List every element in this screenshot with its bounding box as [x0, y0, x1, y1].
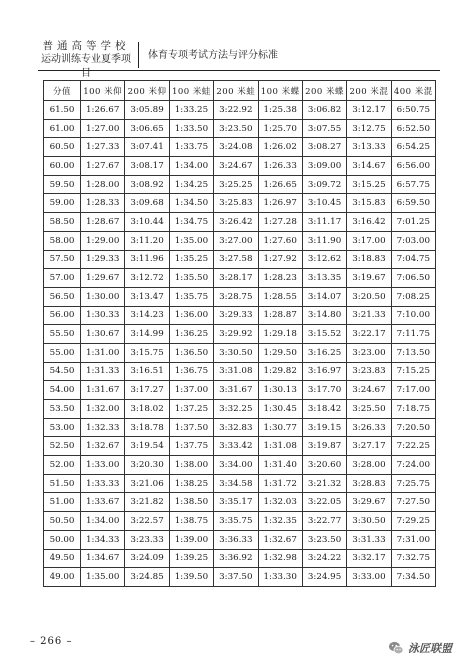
time-cell: 1:34.33	[81, 530, 125, 549]
time-cell: 1:28.87	[258, 306, 302, 325]
time-cell: 1:35.00	[169, 231, 213, 250]
time-cell: 1:31.72	[258, 474, 302, 493]
time-cell: 1:30.67	[81, 325, 125, 344]
time-cell: 3:30.50	[347, 512, 391, 531]
time-cell: 3:15.83	[347, 194, 391, 213]
table-row	[44, 194, 436, 213]
time-cell: 1:36.25	[169, 325, 213, 344]
table-row	[44, 400, 436, 419]
time-cell: 3:11.90	[302, 231, 346, 250]
time-cell: 7:01.25	[391, 213, 435, 232]
time-cell: 1:30.00	[81, 287, 125, 306]
time-cell: 3:26.33	[347, 418, 391, 437]
time-cell: 3:31.67	[214, 381, 258, 400]
wechat-icon	[388, 640, 404, 656]
score-cell: 55.50	[44, 325, 81, 344]
time-cell: 3:33.42	[214, 437, 258, 456]
time-cell: 3:28.00	[347, 456, 391, 475]
time-cell: 3:07.55	[302, 119, 346, 138]
time-cell: 3:18.02	[125, 400, 169, 419]
score-cell: 51.50	[44, 474, 81, 493]
time-cell: 1:30.45	[258, 400, 302, 419]
time-cell: 3:36.33	[214, 530, 258, 549]
time-cell: 3:35.75	[214, 512, 258, 531]
time-cell: 3:24.22	[302, 549, 346, 568]
time-cell: 1:38.25	[169, 474, 213, 493]
time-cell: 1:31.67	[81, 381, 125, 400]
time-cell: 3:22.57	[125, 512, 169, 531]
time-cell: 7:15.25	[391, 362, 435, 381]
time-cell: 3:14.99	[125, 325, 169, 344]
column-header: 200 米蝶	[302, 81, 346, 101]
time-cell: 1:36.75	[169, 362, 213, 381]
table-row	[44, 549, 436, 568]
time-cell: 1:38.00	[169, 456, 213, 475]
time-cell: 1:32.00	[81, 400, 125, 419]
time-cell: 3:16.51	[125, 362, 169, 381]
time-cell: 3:24.08	[214, 138, 258, 157]
watermark-text: 泳匠联盟	[408, 642, 452, 655]
time-cell: 7:29.25	[391, 512, 435, 531]
time-cell: 3:17.00	[347, 231, 391, 250]
score-cell: 56.00	[44, 306, 81, 325]
table-row	[44, 512, 436, 531]
time-cell: 3:15.52	[302, 325, 346, 344]
time-cell: 3:37.50	[214, 568, 258, 587]
score-cell: 53.00	[44, 418, 81, 437]
time-cell: 3:24.85	[125, 568, 169, 587]
time-cell: 1:34.50	[169, 194, 213, 213]
score-cell: 57.50	[44, 250, 81, 269]
time-cell: 1:37.25	[169, 400, 213, 419]
time-cell: 3:19.67	[347, 269, 391, 288]
time-cell: 1:36.00	[169, 306, 213, 325]
time-cell: 3:08.17	[125, 157, 169, 176]
score-cell: 50.50	[44, 512, 81, 531]
time-cell: 6:50.75	[391, 101, 435, 120]
time-cell: 1:30.33	[81, 306, 125, 325]
time-cell: 1:26.33	[258, 157, 302, 176]
table-row	[44, 456, 436, 475]
time-cell: 1:27.00	[81, 119, 125, 138]
time-cell: 3:18.83	[347, 250, 391, 269]
time-cell: 6:59.50	[391, 194, 435, 213]
time-cell: 3:15.25	[347, 175, 391, 194]
time-cell: 3:11.17	[302, 213, 346, 232]
time-cell: 1:39.50	[169, 568, 213, 587]
time-cell: 3:14.80	[302, 306, 346, 325]
time-cell: 1:33.67	[81, 493, 125, 512]
score-cell: 58.50	[44, 213, 81, 232]
time-cell: 3:34.58	[214, 474, 258, 493]
time-cell: 3:13.35	[302, 269, 346, 288]
time-cell: 3:24.67	[214, 157, 258, 176]
time-cell: 3:22.77	[302, 512, 346, 531]
time-cell: 3:27.58	[214, 250, 258, 269]
score-cell: 61.00	[44, 119, 81, 138]
time-cell: 3:14.07	[302, 287, 346, 306]
table-row	[44, 157, 436, 176]
time-cell: 3:25.50	[347, 400, 391, 419]
time-cell: 1:38.75	[169, 512, 213, 531]
column-header: 分值	[44, 81, 81, 101]
time-cell: 1:28.67	[81, 213, 125, 232]
time-cell: 1:27.92	[258, 250, 302, 269]
time-cell: 3:28.83	[347, 474, 391, 493]
table-body	[44, 101, 436, 587]
time-cell: 1:31.00	[81, 343, 125, 362]
time-cell: 6:54.25	[391, 138, 435, 157]
time-cell: 3:21.32	[302, 474, 346, 493]
time-cell: 1:33.33	[81, 474, 125, 493]
time-cell: 7:31.00	[391, 530, 435, 549]
time-cell: 1:29.33	[81, 250, 125, 269]
table-row	[44, 250, 436, 269]
time-cell: 3:36.92	[214, 549, 258, 568]
time-cell: 1:26.02	[258, 138, 302, 157]
time-cell: 1:29.50	[258, 343, 302, 362]
time-cell: 7:17.00	[391, 381, 435, 400]
table-row	[44, 437, 436, 456]
time-cell: 3:18.78	[125, 418, 169, 437]
time-cell: 7:10.00	[391, 306, 435, 325]
time-cell: 3:14.23	[125, 306, 169, 325]
time-cell: 3:07.41	[125, 138, 169, 157]
time-cell: 3:28.75	[214, 287, 258, 306]
table-row	[44, 418, 436, 437]
score-cell: 55.00	[44, 343, 81, 362]
time-cell: 3:20.30	[125, 456, 169, 475]
time-cell: 3:15.75	[125, 343, 169, 362]
time-cell: 1:32.67	[81, 437, 125, 456]
time-cell: 3:23.50	[214, 119, 258, 138]
time-cell: 1:32.98	[258, 549, 302, 568]
time-cell: 3:09.68	[125, 194, 169, 213]
time-cell: 3:05.89	[125, 101, 169, 120]
time-cell: 3:19.54	[125, 437, 169, 456]
time-cell: 3:27.17	[347, 437, 391, 456]
time-cell: 3:35.17	[214, 493, 258, 512]
time-cell: 1:28.23	[258, 269, 302, 288]
table-row	[44, 343, 436, 362]
table-row	[44, 325, 436, 344]
time-cell: 1:35.00	[81, 568, 125, 587]
time-cell: 1:36.50	[169, 343, 213, 362]
time-cell: 1:31.08	[258, 437, 302, 456]
time-cell: 3:13.33	[347, 138, 391, 157]
time-cell: 3:13.47	[125, 287, 169, 306]
time-cell: 3:23.00	[347, 343, 391, 362]
time-cell: 3:25.83	[214, 194, 258, 213]
score-cell: 53.50	[44, 400, 81, 419]
time-cell: 1:25.38	[258, 101, 302, 120]
time-cell: 3:34.00	[214, 456, 258, 475]
time-cell: 1:32.33	[81, 418, 125, 437]
time-cell: 1:32.67	[258, 530, 302, 549]
time-cell: 3:22.92	[214, 101, 258, 120]
column-header: 100 米仰	[81, 81, 125, 101]
time-cell: 3:10.44	[125, 213, 169, 232]
time-cell: 3:29.92	[214, 325, 258, 344]
time-cell: 3:21.33	[347, 306, 391, 325]
table-row	[44, 474, 436, 493]
section-title: 体育专项考试方法与评分标准	[148, 50, 278, 61]
time-cell: 3:29.67	[347, 493, 391, 512]
column-header: 100 米蝶	[258, 81, 302, 101]
time-cell: 3:32.83	[214, 418, 258, 437]
table-row	[44, 269, 436, 288]
time-cell: 3:19.15	[302, 418, 346, 437]
time-cell: 1:35.25	[169, 250, 213, 269]
time-cell: 3:29.33	[214, 306, 258, 325]
watermark	[388, 638, 452, 658]
book-title	[38, 40, 134, 81]
time-cell: 1:29.18	[258, 325, 302, 344]
time-cell: 3:20.60	[302, 456, 346, 475]
time-cell: 3:12.17	[347, 101, 391, 120]
time-cell: 3:11.96	[125, 250, 169, 269]
time-cell: 7:04.75	[391, 250, 435, 269]
time-cell: 1:29.00	[81, 231, 125, 250]
score-cell: 52.00	[44, 456, 81, 475]
time-cell: 3:31.08	[214, 362, 258, 381]
score-cell: 60.00	[44, 157, 81, 176]
time-cell: 3:11.20	[125, 231, 169, 250]
time-cell: 3:22.17	[347, 325, 391, 344]
time-cell: 3:16.42	[347, 213, 391, 232]
table-row	[44, 119, 436, 138]
time-cell: 3:23.33	[125, 530, 169, 549]
score-cell: 59.00	[44, 194, 81, 213]
score-cell: 56.50	[44, 287, 81, 306]
table-row	[44, 530, 436, 549]
table-row	[44, 101, 436, 120]
score-cell: 50.00	[44, 530, 81, 549]
time-cell: 3:18.42	[302, 400, 346, 419]
score-cell: 52.50	[44, 437, 81, 456]
table-row	[44, 138, 436, 157]
table-row	[44, 568, 436, 587]
time-cell: 7:08.25	[391, 287, 435, 306]
time-cell: 1:32.03	[258, 493, 302, 512]
time-cell: 7:18.75	[391, 400, 435, 419]
time-cell: 3:06.65	[125, 119, 169, 138]
time-cell: 1:39.25	[169, 549, 213, 568]
time-cell: 1:33.30	[258, 568, 302, 587]
time-cell: 6:52.50	[391, 119, 435, 138]
table-row	[44, 287, 436, 306]
time-cell: 1:34.00	[169, 157, 213, 176]
time-cell: 3:28.17	[214, 269, 258, 288]
time-cell: 1:28.00	[81, 175, 125, 194]
time-cell: 3:32.17	[347, 549, 391, 568]
time-cell: 1:37.50	[169, 418, 213, 437]
time-cell: 1:33.00	[81, 456, 125, 475]
time-cell: 3:10.45	[302, 194, 346, 213]
time-cell: 3:17.70	[302, 381, 346, 400]
time-cell: 3:06.82	[302, 101, 346, 120]
time-cell: 3:16.25	[302, 343, 346, 362]
book-title-line2: 运动训练专业夏季项目	[41, 54, 131, 79]
page-number: – 266 –	[30, 636, 73, 647]
time-cell: 1:27.33	[81, 138, 125, 157]
time-cell: 1:27.60	[258, 231, 302, 250]
time-cell: 1:33.50	[169, 119, 213, 138]
time-cell: 3:21.82	[125, 493, 169, 512]
time-cell: 3:09.00	[302, 157, 346, 176]
time-cell: 3:12.62	[302, 250, 346, 269]
time-cell: 3:31.33	[347, 530, 391, 549]
time-cell: 7:27.50	[391, 493, 435, 512]
time-cell: 3:08.92	[125, 175, 169, 194]
time-cell: 7:03.00	[391, 231, 435, 250]
time-cell: 1:37.00	[169, 381, 213, 400]
time-cell: 3:27.00	[214, 231, 258, 250]
score-cell: 59.50	[44, 175, 81, 194]
time-cell: 3:26.42	[214, 213, 258, 232]
time-cell: 3:09.72	[302, 175, 346, 194]
time-cell: 1:27.28	[258, 213, 302, 232]
time-cell: 1:30.77	[258, 418, 302, 437]
score-cell: 54.50	[44, 362, 81, 381]
score-cell: 57.00	[44, 269, 81, 288]
table-row	[44, 175, 436, 194]
time-cell: 3:23.50	[302, 530, 346, 549]
book-title-line1: 普通高等学校	[42, 40, 130, 52]
column-header: 200 米蛙	[214, 81, 258, 101]
time-cell: 1:35.50	[169, 269, 213, 288]
table-row	[44, 362, 436, 381]
score-cell: 49.50	[44, 549, 81, 568]
table-row	[44, 493, 436, 512]
table-row	[44, 381, 436, 400]
time-cell: 1:25.70	[258, 119, 302, 138]
time-cell: 3:30.50	[214, 343, 258, 362]
time-cell: 7:13.50	[391, 343, 435, 362]
time-cell: 7:20.50	[391, 418, 435, 437]
time-cell: 1:29.67	[81, 269, 125, 288]
time-cell: 3:33.00	[347, 568, 391, 587]
time-cell: 3:25.25	[214, 175, 258, 194]
time-cell: 1:31.33	[81, 362, 125, 381]
score-cell: 61.50	[44, 101, 81, 120]
time-cell: 1:35.75	[169, 287, 213, 306]
time-cell: 3:08.27	[302, 138, 346, 157]
column-header: 100 米蛙	[169, 81, 213, 101]
table-row	[44, 306, 436, 325]
time-cell: 1:32.35	[258, 512, 302, 531]
table-row	[44, 213, 436, 232]
time-cell: 3:20.50	[347, 287, 391, 306]
time-cell: 1:26.65	[258, 175, 302, 194]
time-cell: 1:34.25	[169, 175, 213, 194]
score-cell: 54.00	[44, 381, 81, 400]
column-header: 200 米混	[347, 81, 391, 101]
time-cell: 1:29.82	[258, 362, 302, 381]
time-cell: 1:30.13	[258, 381, 302, 400]
time-cell: 3:24.95	[302, 568, 346, 587]
time-cell: 1:31.40	[258, 456, 302, 475]
header-divider	[138, 42, 139, 68]
time-cell: 7:11.75	[391, 325, 435, 344]
time-cell: 3:12.75	[347, 119, 391, 138]
time-cell: 1:34.67	[81, 549, 125, 568]
time-cell: 1:38.50	[169, 493, 213, 512]
time-cell: 7:22.25	[391, 437, 435, 456]
time-cell: 3:22.05	[302, 493, 346, 512]
time-cell: 1:39.00	[169, 530, 213, 549]
score-cell: 60.50	[44, 138, 81, 157]
time-cell: 7:34.50	[391, 568, 435, 587]
time-cell: 3:21.06	[125, 474, 169, 493]
time-cell: 1:33.25	[169, 101, 213, 120]
time-cell: 3:19.87	[302, 437, 346, 456]
time-cell: 1:34.75	[169, 213, 213, 232]
time-cell: 7:25.75	[391, 474, 435, 493]
time-cell: 1:33.75	[169, 138, 213, 157]
time-cell: 3:16.97	[302, 362, 346, 381]
time-cell: 7:24.00	[391, 456, 435, 475]
column-header: 200 米仰	[125, 81, 169, 101]
score-cell: 51.00	[44, 493, 81, 512]
time-cell: 3:23.83	[347, 362, 391, 381]
time-cell: 3:14.67	[347, 157, 391, 176]
time-cell: 3:17.27	[125, 381, 169, 400]
time-cell: 1:28.55	[258, 287, 302, 306]
time-cell: 6:56.00	[391, 157, 435, 176]
time-cell: 3:32.25	[214, 400, 258, 419]
time-cell: 3:24.09	[125, 549, 169, 568]
score-cell: 58.00	[44, 231, 81, 250]
time-cell: 1:26.67	[81, 101, 125, 120]
table-row	[44, 231, 436, 250]
time-cell: 7:32.75	[391, 549, 435, 568]
table-header-row	[44, 81, 436, 101]
time-cell: 1:27.67	[81, 157, 125, 176]
time-cell: 1:28.33	[81, 194, 125, 213]
column-header: 400 米混	[391, 81, 435, 101]
time-cell: 3:24.67	[347, 381, 391, 400]
score-cell: 49.00	[44, 568, 81, 587]
score-table	[43, 80, 436, 587]
time-cell: 1:37.75	[169, 437, 213, 456]
page-header	[38, 40, 440, 79]
time-cell: 1:26.97	[258, 194, 302, 213]
time-cell: 1:34.00	[81, 512, 125, 531]
time-cell: 3:12.72	[125, 269, 169, 288]
time-cell: 6:57.75	[391, 175, 435, 194]
time-cell: 7:06.50	[391, 269, 435, 288]
